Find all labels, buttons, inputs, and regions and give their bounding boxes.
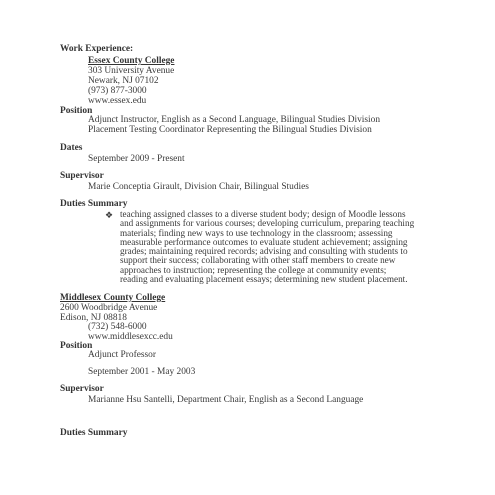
position-line: Placement Testing Coordinator Representing the Bilingual Studies Division xyxy=(88,125,372,135)
duties-line: materials; finding new ways to use technology in the classroom; assessing xyxy=(120,227,393,238)
position-line: Adjunct Professor xyxy=(88,350,156,360)
duties-line: and assignments for various courses; developing curriculum, preparing teaching xyxy=(120,218,415,229)
dates-label: Dates xyxy=(60,143,83,153)
supervisor-label: Supervisor xyxy=(60,384,104,394)
duties-line: support their success; collaborating with other staff members to create new xyxy=(120,255,396,266)
employer-address-line: 2600 Woodbridge Avenue xyxy=(60,303,158,313)
position-label: Position xyxy=(60,341,93,351)
employer-website: www.middlesexcc.edu xyxy=(88,332,173,342)
employer-phone: (732) 548-6000 xyxy=(88,322,147,332)
employer-address-line: 303 University Avenue xyxy=(88,66,175,76)
employer-name-middlesex: Middlesex County College xyxy=(60,293,166,303)
position-line: Adjunct Instructor, English as a Second Language, Bilingual Studies Division xyxy=(88,115,381,125)
supervisor-label: Supervisor xyxy=(60,171,104,181)
dates-value: September 2001 - May 2003 xyxy=(88,367,196,377)
diamond-bullet-icon: ❖ xyxy=(105,210,114,220)
employer-name-essex: Essex County College xyxy=(88,56,175,66)
duties-line: measurable performance outcomes to evaluate student achievement; assigning xyxy=(120,236,408,247)
employer-city-line: Newark, NJ 07102 xyxy=(88,76,159,86)
supervisor-value: Marianne Hsu Santelli, Department Chair, English as a Second Language xyxy=(88,395,364,405)
duties-line: teaching assigned classes to a diverse student body; design of Moodle lessons xyxy=(120,209,406,219)
duties-line: approaches to instruction; representing the college at community events; xyxy=(120,264,387,275)
duties-summary-label: Duties Summary xyxy=(60,428,128,438)
supervisor-value: Marie Conceptia Girault, Division Chair, Bilingual Studies xyxy=(88,182,309,192)
duties-summary-label: Duties Summary xyxy=(60,199,128,209)
duties-line: grades; maintaining required records; advising and consulting with students to xyxy=(120,246,408,257)
duties-line: reading and evaluating placement essays; determining new student placement. xyxy=(120,274,408,285)
position-label: Position xyxy=(60,106,93,116)
dates-value: September 2009 - Present xyxy=(88,154,185,164)
duties-list xyxy=(120,210,440,284)
employer-website: www.essex.edu xyxy=(88,96,147,106)
employer-phone: (973) 877-3000 xyxy=(88,86,147,96)
work-experience-heading: Work Experience: xyxy=(60,44,134,54)
employer-city-line: Edison, NJ 08818 xyxy=(60,313,127,323)
